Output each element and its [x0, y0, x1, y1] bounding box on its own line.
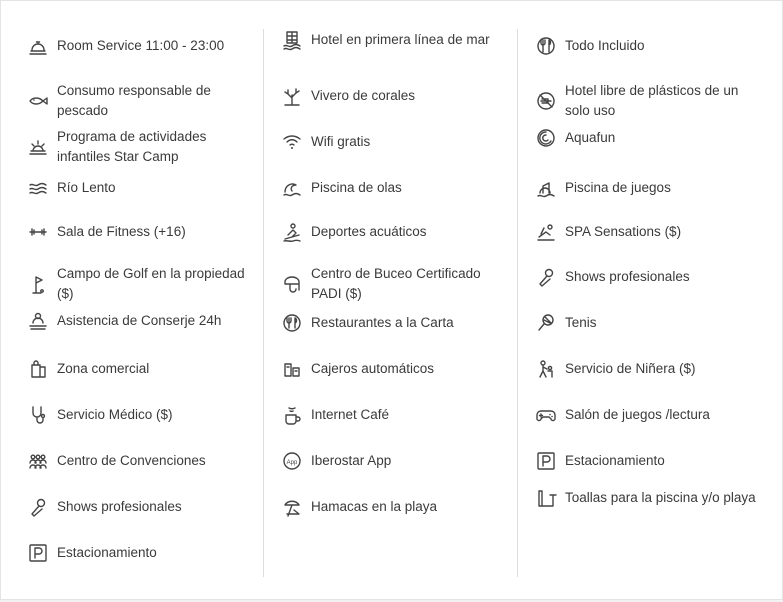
- amenity-label: Servicio de Niñera ($): [565, 361, 696, 376]
- amenity-label: Estacionamiento: [565, 453, 665, 468]
- amenity-label: Deportes acuáticos: [311, 224, 427, 239]
- amenity-item: [27, 81, 259, 121]
- gamepad-icon: [535, 404, 557, 426]
- no-plastic-icon: [535, 90, 557, 112]
- amenity-item: [535, 266, 690, 288]
- column-divider: [517, 29, 518, 577]
- spa-icon: [535, 221, 557, 243]
- amenity-label: Hotel en primera línea de mar: [311, 32, 490, 47]
- amenity-label: SPA Sensations ($): [565, 224, 682, 239]
- stethoscope-icon: [27, 404, 49, 426]
- amenity-label: Shows profesionales: [565, 269, 690, 284]
- golf-icon: [27, 273, 49, 295]
- amenity-label: Wifi gratis: [311, 134, 371, 149]
- amenity-label: Piscina de olas: [311, 180, 402, 195]
- parking-icon: [27, 542, 49, 564]
- atm-icon: [281, 358, 303, 380]
- conference-icon: [27, 450, 49, 472]
- amenity-label: Piscina de juegos: [565, 180, 671, 195]
- all-inclusive-icon: [535, 35, 557, 57]
- svg-text:App: App: [286, 460, 298, 466]
- amenity-label: Programa de actividades infantiles Star Camp: [57, 129, 207, 164]
- amenity-label: Toallas para la piscina y/o playa: [565, 490, 756, 505]
- amenity-label: Servicio Médico ($): [57, 407, 173, 422]
- amenity-label: Consumo responsable de pescado: [57, 83, 211, 118]
- microphone-icon: [535, 266, 557, 288]
- column-divider: [263, 29, 264, 577]
- lazy-river-icon: [27, 177, 49, 199]
- amenity-label: Tenis: [565, 315, 597, 330]
- amenity-label: Campo de Golf en la propiedad ($): [57, 266, 245, 301]
- concierge-icon: [27, 310, 49, 332]
- room-service-icon: [27, 35, 49, 57]
- play-pool-icon: [535, 177, 557, 199]
- amenity-item: [27, 177, 116, 199]
- amenity-item: [281, 496, 437, 518]
- amenity-item: [535, 177, 671, 199]
- amenity-item: [535, 450, 665, 472]
- amenity-item: [281, 312, 454, 334]
- amenity-item: [281, 177, 402, 199]
- amenity-label: Río Lento: [57, 180, 116, 195]
- amenity-label: Shows profesionales: [57, 499, 182, 514]
- beachfront-hotel-icon: [281, 29, 303, 51]
- amenity-item: [535, 81, 765, 121]
- beach-lounger-icon: [281, 496, 303, 518]
- amenity-label: Sala de Fitness (+16): [57, 224, 186, 239]
- internet-cafe-icon: [281, 404, 303, 426]
- tennis-icon: [535, 312, 557, 334]
- amenity-item: [281, 131, 370, 153]
- amenity-item: [281, 358, 434, 380]
- star-camp-icon: [27, 136, 49, 158]
- amenity-item: [27, 264, 259, 304]
- amenity-item: [27, 221, 186, 243]
- aquafun-icon: [535, 127, 557, 149]
- amenity-item: [27, 404, 173, 426]
- amenity-label: Iberostar App: [311, 453, 392, 468]
- dumbbell-icon: [27, 221, 49, 243]
- amenity-item: [535, 35, 645, 57]
- amenity-label: Todo Incluido: [565, 38, 645, 53]
- amenity-item: [27, 310, 221, 332]
- amenity-label: Estacionamiento: [57, 545, 157, 560]
- amenity-item: [535, 127, 615, 149]
- shopping-icon: [27, 358, 49, 380]
- amenity-item: [281, 450, 391, 472]
- amenity-item: [281, 264, 507, 304]
- amenity-item: [27, 127, 259, 167]
- amenity-item: [281, 221, 427, 243]
- amenity-label: Restaurantes a la Carta: [311, 315, 454, 330]
- amenity-item: [27, 450, 206, 472]
- babysitter-icon: [535, 358, 557, 380]
- restaurant-icon: [281, 312, 303, 334]
- amenity-item: [27, 35, 224, 57]
- app-icon: [281, 450, 303, 472]
- amenity-label: Zona comercial: [57, 361, 150, 376]
- wave-pool-icon: [281, 177, 303, 199]
- amenity-label: Internet Café: [311, 407, 390, 422]
- coral-icon: [281, 85, 303, 107]
- amenity-label: Centro de Buceo Certificado PADI ($): [311, 266, 481, 301]
- microphone-icon: [27, 496, 49, 518]
- amenity-label: Hotel libre de plásticos de un solo uso: [565, 83, 739, 118]
- amenity-item: [535, 358, 696, 380]
- amenity-item: [281, 29, 490, 51]
- amenity-label: Centro de Convenciones: [57, 453, 206, 468]
- amenity-item: [27, 496, 182, 518]
- wifi-icon: [281, 131, 303, 153]
- amenity-item: [535, 404, 710, 426]
- diving-icon: [281, 273, 303, 295]
- amenity-label: Asistencia de Conserje 24h: [57, 313, 222, 328]
- amenity-item: [27, 542, 157, 564]
- amenity-label: Room Service 11:00 - 23:00: [57, 38, 225, 53]
- amenity-item: [535, 487, 756, 509]
- amenity-item: [27, 358, 149, 380]
- amenity-label: Vivero de corales: [311, 88, 416, 103]
- amenity-label: Aquafun: [565, 130, 616, 145]
- amenity-label: Cajeros automáticos: [311, 361, 435, 376]
- amenity-item: [281, 85, 415, 107]
- fish-icon: [27, 90, 49, 112]
- amenity-label: Salón de juegos /lectura: [565, 407, 710, 422]
- parking-icon: [535, 450, 557, 472]
- amenity-item: [535, 312, 597, 334]
- water-sports-icon: [281, 221, 303, 243]
- amenity-item: [281, 404, 389, 426]
- amenity-item: [535, 221, 681, 243]
- amenity-label: Hamacas en la playa: [311, 499, 438, 514]
- towel-icon: [535, 487, 557, 509]
